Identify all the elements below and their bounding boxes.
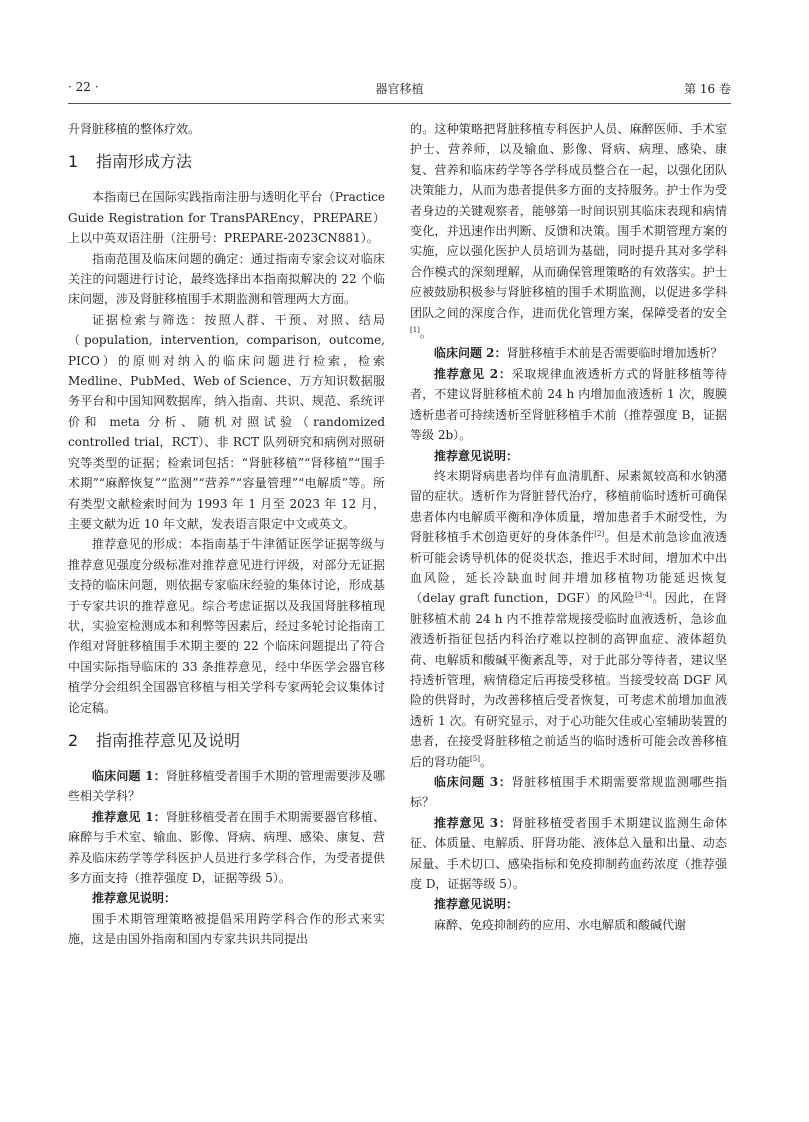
- paragraph-explanation-3: 麻醉、免疫抑制药的应用、水电解质和酸碱代谢: [434, 917, 687, 932]
- paragraph-explanation-2: [410, 466, 727, 772]
- section-title: 指南形成方法: [96, 152, 193, 172]
- clinical-question-1: [68, 766, 385, 807]
- paragraph-continued: 升肾脏移植的整体疗效。: [68, 122, 201, 136]
- citation-ref: [2]: [594, 530, 605, 539]
- recommendation-text: 肾脏移植受者在围手术期需要器官移植、麻醉与手术室、输血、影像、肾病、病理、感染、康复、营养及临床药学等学科医护人员进行多学科合作，为受者提供多方面支持（推荐强度 D，证据等级 5）。: [68, 809, 385, 885]
- paragraph-explanation-1: 围手术期管理策略被提倡采用跨学科合作的形式来实施，这是由国外指南和国内专家共识共同提出: [68, 911, 385, 947]
- paragraph-explanation-1-continued: [410, 119, 727, 343]
- recommendation-3: [410, 813, 727, 895]
- clinical-question-text: 肾脏移植围手术期需要常规监测哪些指标？: [410, 775, 727, 810]
- citation-ref: [3-4]: [635, 591, 652, 600]
- paragraph-scope: 指南范围及临床问题的确定：通过指南专家会议对临床关注的问题进行讨论，最终选择出本指南拟解决的 22 个临床问题，涉及肾脏移植围手术期监测和管理两大方面。: [68, 251, 385, 307]
- text-run: 。: [479, 754, 492, 769]
- section-heading-1: [68, 151, 385, 173]
- recommendation-explanation-heading: [410, 894, 727, 914]
- recommendation-text: 采取规律血液透析方式的肾脏移植等待者，不建议肾脏移植术前 24 h 内增加血液透析 1 次，腹膜透析患者可持续透析至肾脏移植手术前（推荐强度 B，证据等级 2b）。: [410, 366, 727, 443]
- paragraph-recommendation-formation: 推荐意见的形成：本指南基于牛津循证医学证据等级与推荐意见强度分级标准对推荐意见进行评级，对部分无证据支持的临床问题，则依据专家临床经验的集体讨论，形成基于专家共识的推荐意见。综合考虑证据以及我国肾脏移植现状，实验室检测成本和利弊等因素后，经过多轮讨论指南工作组对肾脏移植围手术期主要的 22 个临床问题提出了符合中国实际指导临床的 33 条推荐意见，经中华医学会器官移植学分会组织全国器官移植与相关学科专家两轮会议集体讨论定稿。: [68, 537, 385, 715]
- recommendation-label: 推荐意见 2：: [434, 366, 512, 381]
- recommendation-explanation-heading: [68, 888, 385, 908]
- section-heading-2: [68, 730, 385, 752]
- text-run: 。因此，在肾脏移植术前 24 h 内不推荐常规接受临时血液透析，急诊血液透析指征包括内科治疗难以控制的高钾血症、液体超负荷、电解质和酸碱平衡紊乱等，对于此部分等待者，建议坚持透析管理，病情稳定后再接受移植。当接受较高 DGF 风险的供肾时，为改善移植后受者恢复，可考虑术前增加血液透析 1 次。有研究显示，对于心功能欠佳或心室辅助装置的患者，在接受肾脏移植之前适当的临时透析可能会改善移植后的肾功能: [410, 591, 727, 769]
- text-run: 的。这种策略把肾脏移植专科医护人员、麻醉医师、手术室护士、营养师，以及输血、影像、肾病、病理、感染、康复、营养和临床药学等各学科成员整合在一起，以强化团队决策能力，从而为患者提供多方面的支持服务。护士作为受者身边的关键观察者，能够第一时间识别其临床表现和病情变化，并迅速作出判断、反馈和决策。围手术期管理方案的实施，应以强化医护人员培训为基础，同时提升其对多学科合作模式的深刻理解，从而确保管理策略的有效落实。护士应被鼓励积极参与肾脏移植的围手术期监测，以促进多学科团队之间的深度合作，进而优化管理方案，保障受者的安全: [410, 122, 727, 320]
- clinical-question-label: 临床问题 2：: [434, 346, 507, 361]
- clinical-question-text: 肾脏移植手术前是否需要临时增加透析？: [506, 346, 723, 361]
- left-column: [68, 119, 385, 950]
- section-title: 指南推荐意见及说明: [96, 730, 241, 750]
- recommendation-label: 推荐意见 3：: [434, 815, 512, 830]
- journal-title: 器官移植: [375, 82, 424, 96]
- recommendation-2: [410, 364, 727, 446]
- section-number: 1: [68, 152, 79, 172]
- text-run: 。: [419, 326, 432, 341]
- volume-label: 第 16 卷: [684, 82, 731, 96]
- header-rule: [68, 103, 731, 104]
- citation-ref: [1]: [410, 326, 420, 335]
- recommendation-explanation-heading: [410, 446, 727, 466]
- paragraph-registration: 本指南已在国际实践指南注册与透明化平台（Practice Guide Registration for TransPAREncy，PREPARE）上以中英双语注册（注册号：PREPARE-2023CN881）。: [68, 190, 385, 246]
- section-number: 2: [68, 730, 79, 750]
- text-run: 。但是术前急诊血液透析可能会诱导机体的促炎状态，推迟手术时间，增加术中出血风险，延长冷缺血时间并增加移植物功能延迟恢复（delay graft function，DGF）的风险: [410, 530, 727, 606]
- recommendation-label: 推荐意见 1：: [92, 809, 166, 824]
- explanation-label: 推荐意见说明：: [434, 897, 519, 912]
- recommendation-text: 肾脏移植受者围手术期建议监测生命体征、体质量、电解质、肝肾功能、液体总入量和出量、动态尿量、手术切口、感染指标和免疫抑制药血药浓度（推荐强度 D，证据等级 5）。: [410, 815, 727, 892]
- explanation-label: 推荐意见说明：: [92, 891, 177, 906]
- clinical-question-text: 肾脏移植受者围手术期的管理需要涉及哪些相关学科？: [68, 768, 385, 804]
- running-header: [68, 80, 731, 98]
- clinical-question-label: 临床问题 1：: [92, 768, 166, 783]
- page-number: · 22 ·: [68, 80, 99, 94]
- paragraph-evidence-search: 证据检索与筛选：按照人群、干预、对照、结局（population, intervention, comparison, outcome, PICO）的原则对纳入的临床问题进行检索，检索 Medline、PubMed、Web of Science、万方知识数据服务平台和中国知网数据库，纳入指南、共识、规范、系统评价和 meta 分析、随机对照试验（randomized controlled trial，RCT）、非 RCT 队列研究和病例对照研究等类型的证据；检索词包括：“肾脏移植”“肾移植”“围手术期”“麻醉恢复”“监测”“营养”“容量管理”“电解质”等。所有类型文献检索时间为 1993 年 1 月至 2023 年 12 月，主要文献为近 10 年文献，发表语言限定中文或英文。: [68, 312, 385, 531]
- recommendation-1: [68, 807, 385, 889]
- clinical-question-3: [410, 772, 727, 813]
- citation-ref: [5]: [470, 754, 480, 763]
- explanation-label: 推荐意见说明：: [434, 448, 519, 463]
- clinical-question-label: 临床问题 3：: [434, 775, 512, 789]
- clinical-question-2: [410, 343, 727, 363]
- right-column: [410, 119, 727, 935]
- text-run: 终末期肾病患者均伴有血清肌酐、尿素氮较高和水钠潴留的症状。透析作为肾脏替代治疗，移植前临时透析可确保患者体内电解质平衡和净体质量，增加患者手术耐受性，为肾脏移植手术创造更好的身体条件: [410, 468, 727, 545]
